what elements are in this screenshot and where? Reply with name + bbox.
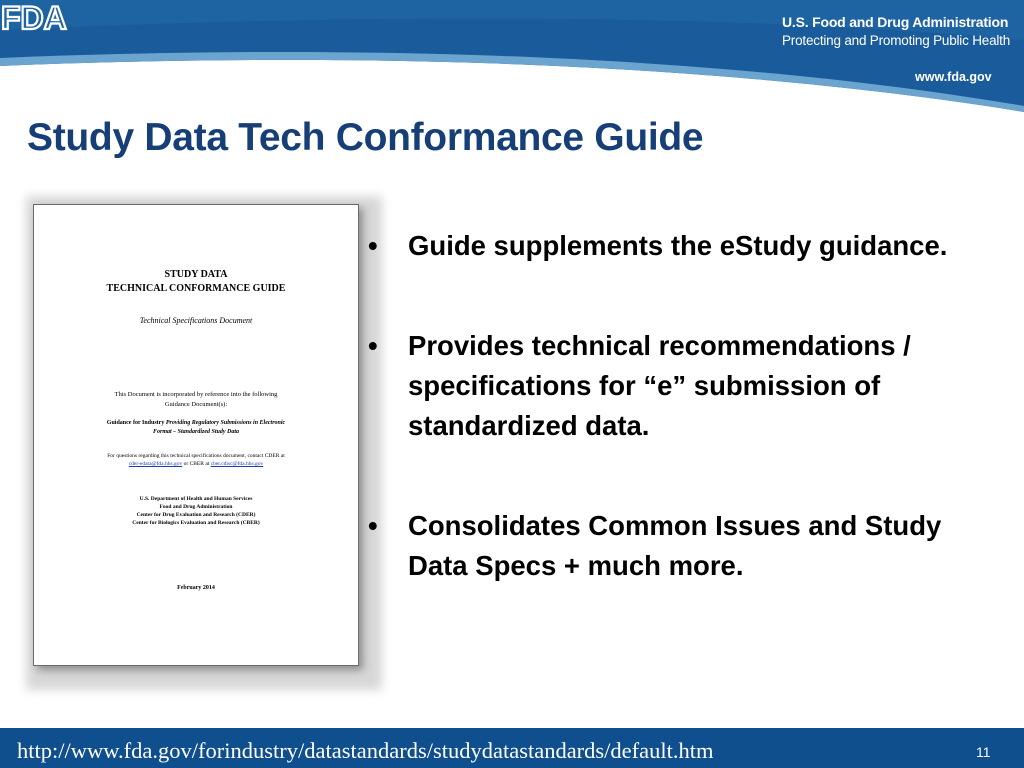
bullet-item	[368, 226, 1008, 266]
doc-or-cber: or CBER at	[182, 461, 211, 467]
bullet-text: Guide supplements the eStudy guidance.	[408, 230, 948, 261]
doc-cder-email-link[interactable]: cder-edata@fda.hhs.gov	[128, 461, 183, 467]
agency-name: U.S. Food and Drug Administration	[782, 14, 1009, 30]
doc-fda: Food and Drug Administration	[159, 504, 233, 510]
header-band	[0, 0, 1024, 120]
doc-cder: Center for Drug Evaluation and Research (CDER)	[136, 512, 256, 518]
doc-questions-line: For questions regarding this technical specifications document, contact CDER at	[107, 453, 285, 459]
doc-guidance-line1	[34, 420, 358, 426]
doc-cber-email-link[interactable]: cber.cdisc@fda.hhs.gov	[210, 461, 264, 467]
bullet-dot-icon: •	[368, 510, 378, 541]
doc-contacts-line	[34, 461, 358, 467]
bullet-dot-icon: •	[368, 330, 378, 361]
agency-tagline: Protecting and Promoting Public Health	[782, 33, 1011, 48]
document-thumbnail	[33, 204, 359, 666]
bullet-item	[368, 326, 1008, 446]
doc-guidance-prefix: Guidance for Industry	[106, 420, 166, 426]
doc-guidance-line2: Format – Standardized Study Data	[152, 429, 239, 435]
doc-title-line2: TECHNICAL CONFORMANCE GUIDE	[106, 283, 286, 294]
fda-logo-icon	[0, 0, 72, 34]
slide-number: 11	[976, 744, 991, 760]
bullet-list	[368, 226, 1008, 646]
doc-date: February 2014	[177, 585, 215, 591]
bullet-dot-icon: •	[368, 230, 378, 261]
bullet-text: Provides technical recommendations / specifications for “e” submission of standardized data.	[408, 330, 911, 441]
doc-dept: U.S. Department of Health and Human Services	[139, 496, 253, 502]
doc-guidance-title: Providing Regulatory Submissions in Electronic	[165, 420, 286, 426]
agency-url[interactable]: www.fda.gov	[915, 70, 992, 84]
svg-text:FDA: FDA	[1, 0, 67, 34]
slide-title: Study Data Tech Conformance Guide	[27, 116, 704, 159]
footer-url-link[interactable]: http://www.fda.gov/forindustry/datastandards/studydatastandards/default.htm	[17, 738, 714, 763]
bullet-text: Consolidates Common Issues and Study Data Specs + much more.	[408, 510, 942, 581]
doc-title-line1: STUDY DATA	[164, 269, 228, 280]
doc-cber: Center for Biologics Evaluation and Research (CBER)	[132, 520, 260, 526]
bullet-item	[368, 506, 1008, 586]
doc-incorporated-line1: This Document is incorporated by reference into the following	[114, 391, 278, 398]
doc-subtitle: Technical Specifications Document	[139, 316, 253, 325]
doc-incorporated-line2: Guidance Document(s):	[164, 401, 228, 408]
